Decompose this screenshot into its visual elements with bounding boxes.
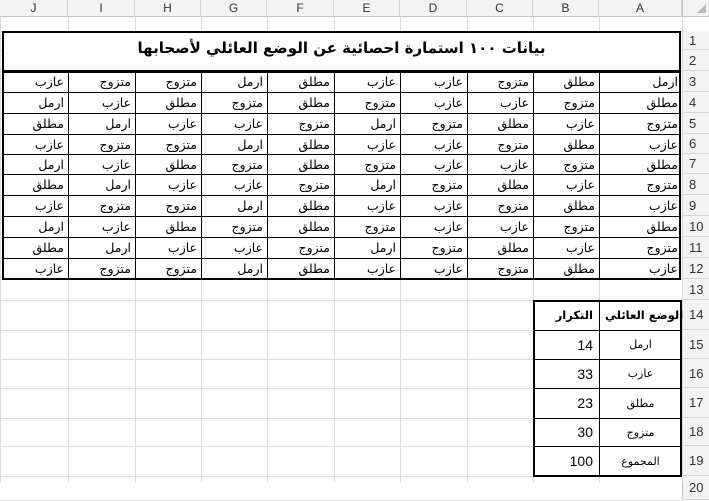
- select-all-corner[interactable]: [682, 0, 709, 17]
- data-cell[interactable]: عازب: [233, 240, 263, 255]
- data-cell[interactable]: ارمل: [370, 240, 396, 255]
- grid-column-line: [68, 71, 69, 279]
- frequency-count[interactable]: 23: [577, 395, 593, 411]
- data-cell[interactable]: متزوج: [563, 157, 595, 172]
- data-cell[interactable]: متزوج: [231, 157, 263, 172]
- sheet-title: بيانات ١٠٠ استمارة احصائية عن الوضع العائلي لأصحابها: [137, 39, 546, 57]
- data-cell[interactable]: متزوج: [646, 177, 678, 192]
- data-cell[interactable]: متزوج: [364, 157, 396, 172]
- data-cell[interactable]: عازب: [648, 137, 678, 152]
- title-cell[interactable]: [2, 31, 681, 71]
- data-cell[interactable]: عازب: [499, 95, 529, 110]
- data-cell[interactable]: متزوج: [298, 240, 330, 255]
- column-header-c[interactable]: C: [467, 0, 533, 17]
- row-header-2[interactable]: 2: [682, 50, 709, 71]
- data-cell[interactable]: متزوج: [646, 116, 678, 131]
- data-cell[interactable]: مطلق: [298, 261, 330, 276]
- data-cell[interactable]: عازب: [565, 240, 595, 255]
- data-cell[interactable]: ارمل: [38, 157, 64, 172]
- data-cell[interactable]: ارمل: [38, 95, 64, 110]
- data-cell[interactable]: متزوج: [563, 219, 595, 234]
- data-cell[interactable]: عازب: [167, 240, 197, 255]
- data-cell[interactable]: عازب: [366, 261, 396, 276]
- data-cell[interactable]: متزوج: [431, 116, 463, 131]
- data-cell[interactable]: عازب: [167, 116, 197, 131]
- data-cell[interactable]: عازب: [366, 198, 396, 213]
- row-header-17[interactable]: 17: [682, 388, 709, 418]
- data-cell[interactable]: مطلق: [165, 219, 197, 234]
- column-header-e[interactable]: E: [334, 0, 400, 17]
- data-cell[interactable]: متزوج: [431, 177, 463, 192]
- grid-column-line: [467, 71, 468, 279]
- data-cell[interactable]: مطلق: [563, 198, 595, 213]
- data-cell[interactable]: مطلق: [563, 137, 595, 152]
- column-header-j[interactable]: J: [0, 0, 68, 17]
- data-cell[interactable]: مطلق: [563, 74, 595, 89]
- frequency-header-status[interactable]: الوضع العائلي: [605, 308, 684, 322]
- row-header-15[interactable]: 15: [682, 330, 709, 359]
- data-cell[interactable]: مطلق: [32, 177, 64, 192]
- data-cell[interactable]: متزوج: [165, 74, 197, 89]
- data-cell[interactable]: متزوج: [165, 261, 197, 276]
- data-cell[interactable]: ارمل: [370, 177, 396, 192]
- frequency-label[interactable]: ارمل: [629, 338, 652, 351]
- data-cell[interactable]: عازب: [433, 74, 463, 89]
- data-cell[interactable]: مطلق: [298, 74, 330, 89]
- data-cell[interactable]: عازب: [433, 137, 463, 152]
- grid-column-line: [533, 71, 534, 279]
- data-cell[interactable]: ارمل: [237, 137, 263, 152]
- data-cell[interactable]: ارمل: [105, 177, 131, 192]
- data-cell[interactable]: ارمل: [38, 219, 64, 234]
- row-header-12[interactable]: 12: [682, 258, 709, 279]
- data-cell[interactable]: ارمل: [105, 240, 131, 255]
- data-cell[interactable]: عازب: [101, 219, 131, 234]
- data-cell[interactable]: ارمل: [370, 116, 396, 131]
- data-cell[interactable]: عازب: [34, 137, 64, 152]
- data-cell[interactable]: عازب: [565, 177, 595, 192]
- row-header-7[interactable]: 7: [682, 154, 709, 174]
- row-header-20[interactable]: 20: [682, 476, 709, 500]
- select-all-icon: [697, 4, 706, 13]
- data-cell[interactable]: متزوج: [99, 137, 131, 152]
- data-cell[interactable]: عازب: [433, 157, 463, 172]
- column-header-h[interactable]: H: [135, 0, 201, 17]
- row-header-10[interactable]: 10: [682, 216, 709, 237]
- data-cell[interactable]: عازب: [433, 219, 463, 234]
- row-header-9[interactable]: 9: [682, 195, 709, 216]
- data-cell[interactable]: متزوج: [231, 219, 263, 234]
- data-cell[interactable]: مطلق: [298, 198, 330, 213]
- data-cell[interactable]: متزوج: [431, 240, 463, 255]
- data-cell[interactable]: متزوج: [497, 74, 529, 89]
- grid-column-line: [334, 71, 335, 279]
- data-cell[interactable]: مطلق: [298, 157, 330, 172]
- data-cell[interactable]: متزوج: [165, 198, 197, 213]
- data-cell[interactable]: عازب: [366, 74, 396, 89]
- data-cell[interactable]: ارمل: [237, 261, 263, 276]
- row-header-8[interactable]: 8: [682, 174, 709, 195]
- row-header-11[interactable]: 11: [682, 237, 709, 258]
- data-cell[interactable]: عازب: [233, 177, 263, 192]
- frequency-label[interactable]: المجموع: [621, 455, 660, 468]
- column-header-i[interactable]: I: [68, 0, 135, 17]
- grid-column-line: [201, 71, 202, 279]
- data-cell[interactable]: عازب: [433, 95, 463, 110]
- data-cell[interactable]: عازب: [366, 137, 396, 152]
- data-cell[interactable]: متزوج: [99, 198, 131, 213]
- frequency-label[interactable]: متزوج: [626, 426, 655, 439]
- data-cell[interactable]: متزوج: [298, 116, 330, 131]
- column-header-b[interactable]: B: [533, 0, 599, 17]
- data-cell[interactable]: عازب: [648, 261, 678, 276]
- frequency-count[interactable]: 33: [577, 366, 593, 382]
- data-cell[interactable]: متزوج: [497, 198, 529, 213]
- data-cell[interactable]: عازب: [101, 95, 131, 110]
- data-cell[interactable]: متزوج: [364, 95, 396, 110]
- data-cell[interactable]: متزوج: [165, 137, 197, 152]
- frequency-count[interactable]: 30: [577, 424, 593, 440]
- data-cell[interactable]: ارمل: [652, 74, 678, 89]
- frequency-header-count[interactable]: التكرار: [555, 308, 593, 322]
- data-cell[interactable]: عازب: [433, 261, 463, 276]
- data-cell[interactable]: متزوج: [497, 261, 529, 276]
- data-cell[interactable]: عازب: [499, 219, 529, 234]
- data-cell[interactable]: مطلق: [298, 95, 330, 110]
- data-cell[interactable]: متزوج: [497, 137, 529, 152]
- grid-column-line: [135, 71, 136, 279]
- data-cell[interactable]: مطلق: [298, 137, 330, 152]
- column-header-d[interactable]: D: [400, 0, 467, 17]
- row-header-5[interactable]: 5: [682, 113, 709, 134]
- grid-column-line: [267, 71, 268, 279]
- row-header-6[interactable]: 6: [682, 134, 709, 154]
- row-header-13[interactable]: 13: [682, 279, 709, 300]
- data-cell[interactable]: متزوج: [231, 95, 263, 110]
- data-cell[interactable]: متزوج: [99, 74, 131, 89]
- frequency-label[interactable]: مطلق: [626, 397, 655, 410]
- data-cell[interactable]: عازب: [34, 198, 64, 213]
- data-cell[interactable]: عازب: [233, 116, 263, 131]
- row-header-1[interactable]: 1: [682, 31, 709, 50]
- data-cell[interactable]: ارمل: [237, 74, 263, 89]
- row-header-19[interactable]: 19: [682, 446, 709, 476]
- data-cell[interactable]: عازب: [167, 177, 197, 192]
- gridline-vertical: [0, 17, 1, 482]
- data-cell[interactable]: متزوج: [646, 240, 678, 255]
- data-cell[interactable]: عازب: [565, 116, 595, 131]
- row-header-4[interactable]: 4: [682, 92, 709, 113]
- data-cell[interactable]: مطلق: [165, 157, 197, 172]
- data-cell[interactable]: متزوج: [563, 95, 595, 110]
- data-cell[interactable]: ارمل: [105, 116, 131, 131]
- data-cell[interactable]: مطلق: [497, 116, 529, 131]
- data-cell[interactable]: متزوج: [99, 261, 131, 276]
- data-cell[interactable]: مطلق: [32, 240, 64, 255]
- column-header-g[interactable]: G: [201, 0, 267, 17]
- row-header-3[interactable]: 3: [682, 71, 709, 92]
- data-cell[interactable]: مطلق: [563, 261, 595, 276]
- frequency-label[interactable]: عازب: [627, 367, 654, 380]
- data-cell[interactable]: مطلق: [646, 157, 678, 172]
- gridline-vertical: [682, 17, 683, 482]
- frequency-count[interactable]: 100: [569, 453, 593, 469]
- data-cell[interactable]: عازب: [34, 261, 64, 276]
- data-cell[interactable]: عازب: [433, 198, 463, 213]
- grid-column-line: [400, 71, 401, 279]
- data-cell[interactable]: مطلق: [646, 95, 678, 110]
- data-cell[interactable]: مطلق: [165, 95, 197, 110]
- data-cell[interactable]: مطلق: [298, 219, 330, 234]
- row-header-14[interactable]: 14: [682, 300, 709, 330]
- data-cell[interactable]: متزوج: [298, 177, 330, 192]
- data-cell[interactable]: مطلق: [497, 177, 529, 192]
- column-header-a[interactable]: A: [599, 0, 682, 17]
- data-cell[interactable]: مطلق: [32, 116, 64, 131]
- data-cell[interactable]: عازب: [648, 198, 678, 213]
- data-cell[interactable]: عازب: [499, 157, 529, 172]
- row-header-16[interactable]: 16: [682, 359, 709, 388]
- row-header-18[interactable]: 18: [682, 418, 709, 446]
- data-cell[interactable]: ارمل: [237, 198, 263, 213]
- grid-column-line: [599, 71, 600, 279]
- column-header-f[interactable]: F: [267, 0, 334, 17]
- frequency-count[interactable]: 14: [577, 337, 593, 353]
- data-cell[interactable]: متزوج: [364, 219, 396, 234]
- data-cell[interactable]: مطلق: [497, 240, 529, 255]
- data-cell[interactable]: عازب: [34, 74, 64, 89]
- data-cell[interactable]: مطلق: [646, 219, 678, 234]
- data-cell[interactable]: عازب: [101, 157, 131, 172]
